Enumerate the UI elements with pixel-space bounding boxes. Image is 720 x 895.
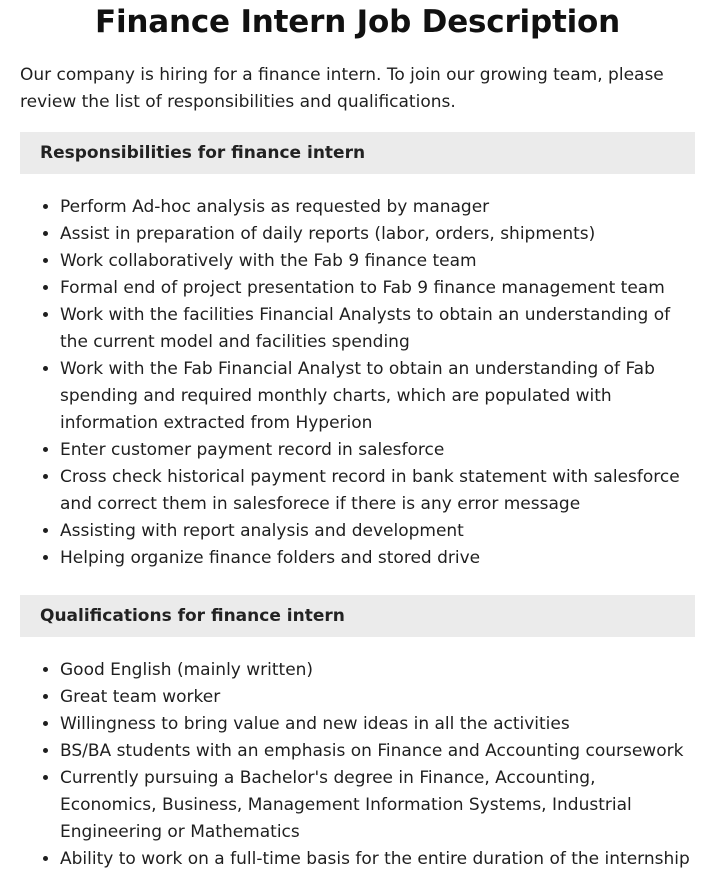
list-item: • Work with the Fab Financial Analyst to obtain an understanding of Fab spending and required monthly charts, which are populated with information extracted from Hyperion: [60, 356, 695, 437]
page-title: Finance Intern Job Description: [95, 4, 620, 40]
list-item: • Willingness to bring value and new ideas in all the activities: [60, 711, 695, 738]
list-item: • Ability to work on a full-time basis for the entire duration of the internship: [60, 846, 695, 873]
responsibilities-heading: Responsibilities for finance intern: [20, 132, 695, 174]
list-item: • Work with the facilities Financial Analysts to obtain an understanding of the current model and facilities spending: [60, 302, 695, 356]
responsibilities-list: [20, 194, 695, 572]
intro-paragraph: Our company is hiring for a finance intern. To join our growing team, please review the list of responsibilities and qualifications.: [20, 65, 664, 112]
list-item: • Assisting with report analysis and development: [60, 518, 695, 545]
list-item: • Assist in preparation of daily reports (labor, orders, shipments): [60, 221, 695, 248]
qualifications-heading: Qualifications for finance intern: [20, 595, 695, 637]
list-item: • Helping organize finance folders and stored drive: [60, 545, 695, 572]
list-item: • Enter customer payment record in salesforce: [60, 437, 695, 464]
list-item: • Good English (mainly written): [60, 657, 695, 684]
qualifications-list: [20, 657, 695, 873]
list-item: • Work collaboratively with the Fab 9 finance team: [60, 248, 695, 275]
list-item: • BS/BA students with an emphasis on Finance and Accounting coursework: [60, 738, 695, 765]
list-item: • Formal end of project presentation to Fab 9 finance management team: [60, 275, 695, 302]
list-item: • Perform Ad-hoc analysis as requested by manager: [60, 194, 695, 221]
list-item: • Cross check historical payment record in bank statement with salesforce and correct them in salesforece if there is any error message: [60, 464, 695, 518]
list-item: • Great team worker: [60, 684, 695, 711]
list-item: • Currently pursuing a Bachelor's degree in Finance, Accounting, Economics, Business, Management Information Systems, Industrial Engineering or Mathematics: [60, 765, 695, 846]
